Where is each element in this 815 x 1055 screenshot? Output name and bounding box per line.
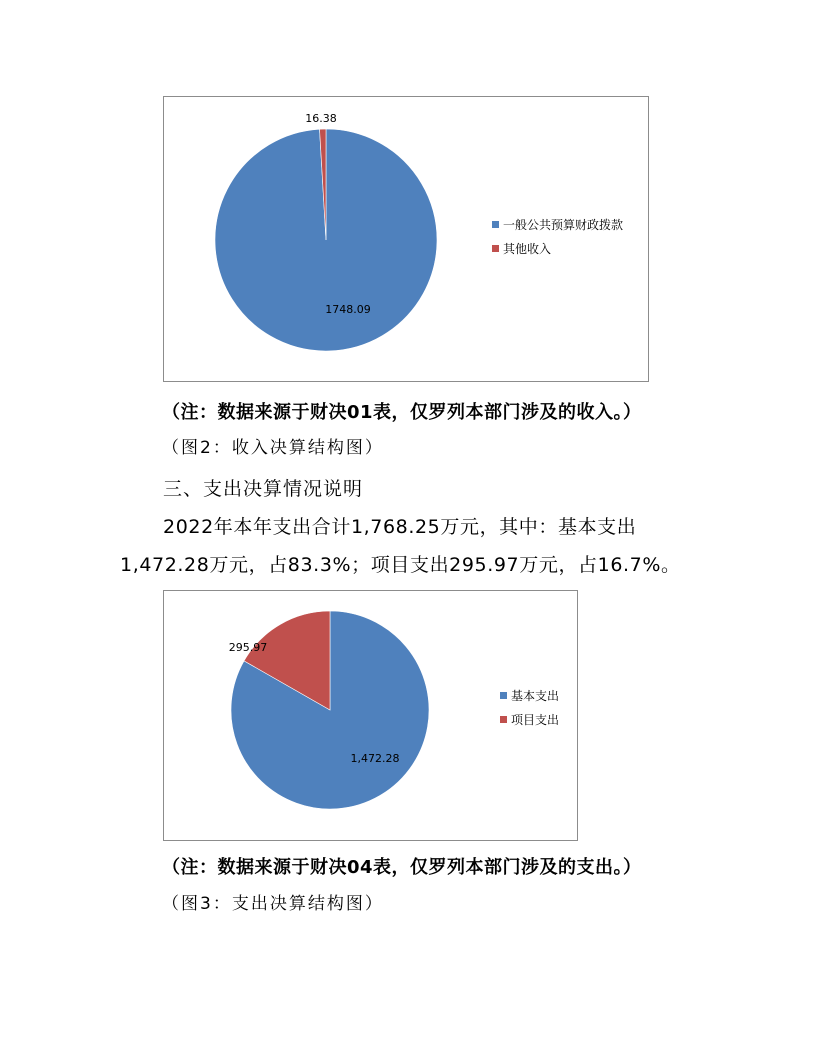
pie1-data-label-1: 16.38: [305, 112, 337, 125]
pie2-legend-label-0: 基本支出: [511, 689, 560, 703]
expenditure-pie-chart: [163, 590, 578, 841]
income-figure-caption: （图2：收入决算结构图）: [162, 438, 384, 458]
expenditure-paragraph-line-1: 2022年本年支出合计1,768.25万元，其中：基本支出: [163, 516, 637, 538]
pie2-legend-swatch-1: [500, 716, 507, 723]
section-heading: 三、支出决算情况说明: [163, 478, 364, 500]
expenditure-pie-svg: [164, 591, 579, 842]
pie1-legend-swatch-0: [492, 221, 499, 228]
income-pie-svg: [164, 97, 650, 383]
income-pie-chart: [163, 96, 649, 382]
pie2-data-label-1: 295.97: [228, 641, 268, 654]
pie1-legend-label-0: 一般公共预算财政拨款: [503, 218, 624, 232]
pie2-legend-label-1: 项目支出: [511, 713, 560, 727]
pie1-legend-swatch-1: [492, 245, 499, 252]
expenditure-figure-caption: （图3：支出决算结构图）: [162, 894, 384, 914]
pie2-data-label-0: 1,472.28: [350, 752, 400, 765]
pie2-legend-swatch-0: [500, 692, 507, 699]
expenditure-note: （注：数据来源于财决04表，仅罗列本部门涉及的支出。）: [162, 857, 642, 878]
pie1-data-label-0: 1748.09: [325, 303, 371, 316]
income-note: （注：数据来源于财决01表，仅罗列本部门涉及的收入。）: [162, 402, 642, 423]
expenditure-paragraph-line-2: 1,472.28万元，占83.3%；项目支出295.97万元，占16.7%。: [120, 554, 681, 576]
pie1-legend-label-1: 其他收入: [503, 242, 552, 256]
